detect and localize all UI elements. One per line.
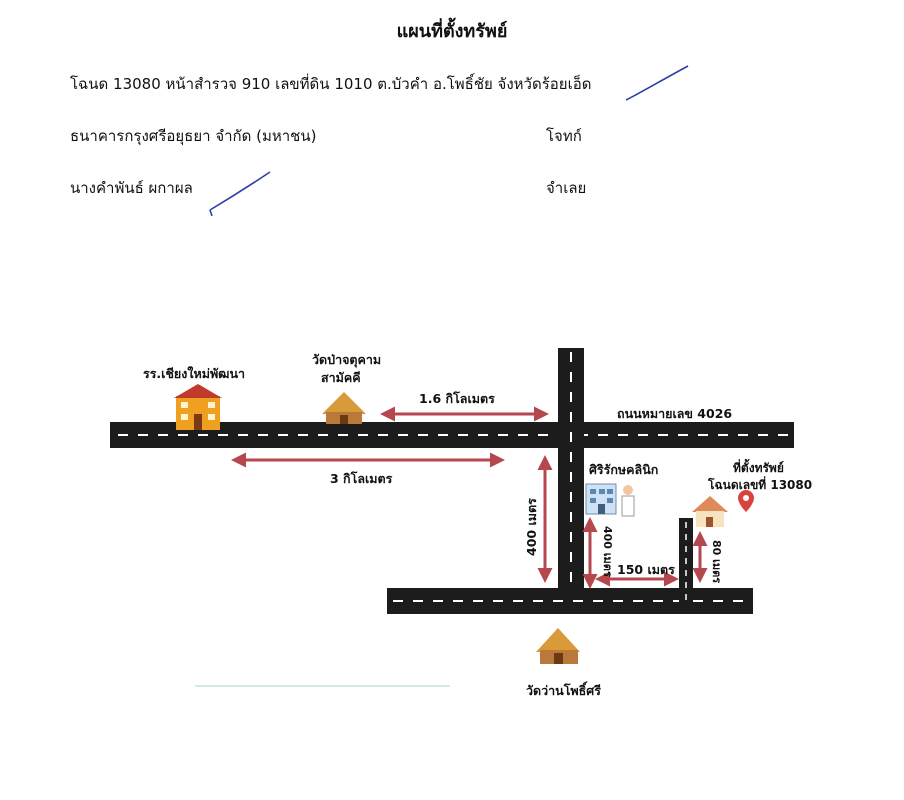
deed-line: โฉนด 13080 หน้าสำรวจ 910 เลขที่ดิน 1010 ต.บัวคำ อ.โพธิ์ชัย จังหวัดร้อยเอ็ด bbox=[70, 75, 592, 93]
property-house-icon bbox=[692, 496, 728, 527]
temple-bottom-icon bbox=[536, 628, 580, 664]
temple-top-label-2: สามัคคี bbox=[321, 370, 361, 385]
defendant-role: จำเลย bbox=[546, 179, 587, 197]
road-vertical-main bbox=[558, 348, 584, 610]
road-bottom-horizontal bbox=[387, 588, 753, 614]
clinic-label: ศิริรักษคลินิก bbox=[589, 462, 659, 477]
property-label-2: โฉนดเลขที่ 13080 bbox=[708, 478, 813, 492]
page-title: แผนที่ตั้งทรัพย์ bbox=[396, 21, 508, 42]
school-label: รร.เชียงใหม่พัฒนา bbox=[143, 366, 246, 381]
plaintiff-role: โจทก์ bbox=[546, 127, 582, 145]
temple-top-label-1: วัดป่าจตุคาม bbox=[312, 352, 382, 367]
road-label: ถนนหมายเลข 4026 bbox=[617, 406, 733, 421]
defendant-name: นางคำพันธ์ ผกาผล bbox=[70, 179, 193, 197]
dist-3km-label: 3 กิโลเมตร bbox=[330, 471, 393, 486]
temple-top-icon bbox=[322, 392, 366, 424]
temple-bottom-label: วัดว่านโพธิ์ศรี bbox=[526, 683, 601, 698]
road-side-lane bbox=[679, 518, 693, 604]
school-icon bbox=[174, 384, 222, 430]
dist-150m-label: 150 เมตร bbox=[617, 562, 675, 577]
clinic-icon bbox=[586, 484, 634, 516]
dist-400m-right-label: 400 เมตร bbox=[601, 526, 614, 577]
dist-1-6km-label: 1.6 กิโลเมตร bbox=[419, 391, 495, 406]
property-label-1: ที่ตั้งทรัพย์ bbox=[733, 461, 784, 475]
plaintiff-name: ธนาคารกรุงศรีอยุธยา จำกัด (มหาชน) bbox=[70, 127, 317, 145]
dist-80m-label: 80 เมตร bbox=[710, 540, 723, 584]
dist-400m-left-label: 400 เมตร bbox=[524, 498, 539, 556]
location-pin-icon bbox=[738, 490, 754, 512]
